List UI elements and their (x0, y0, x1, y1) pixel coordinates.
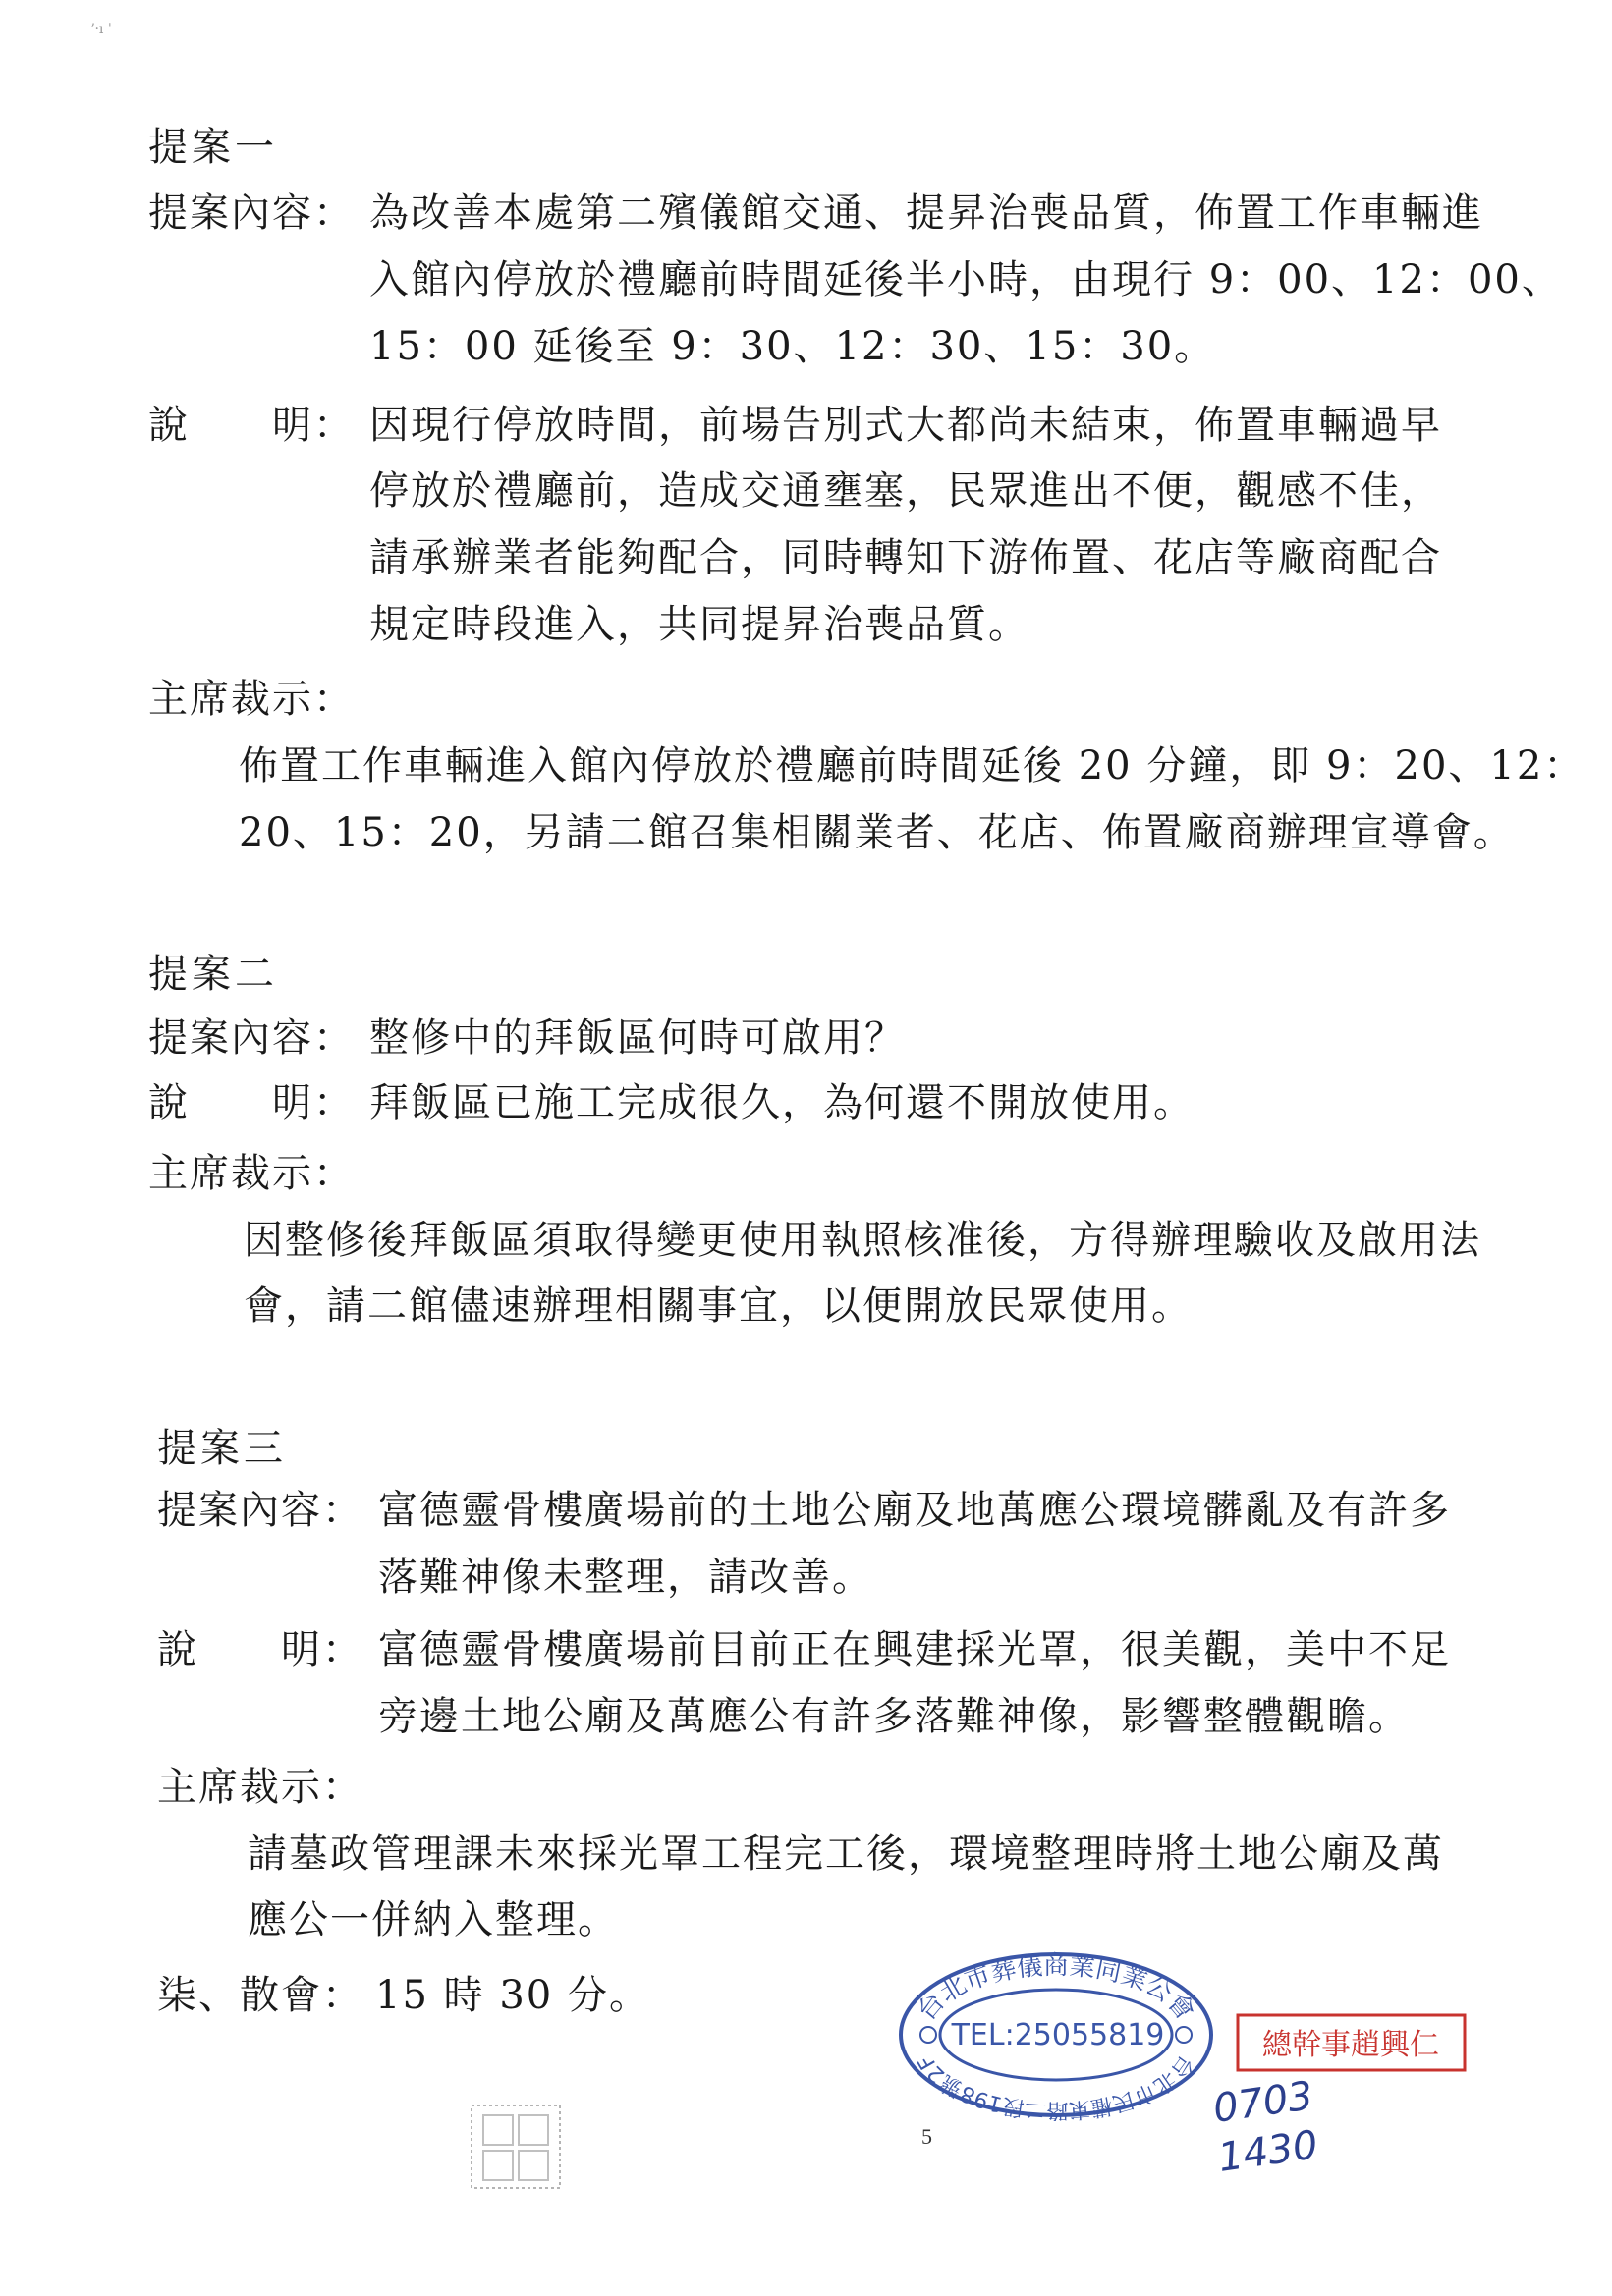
proposal1-ruling-line-2: 20、15：20，另請二館召集相關業者、花店、佈置廠商辦理宣導會。 (239, 810, 1515, 855)
proposal2-explain-line-1: 拜飯區已施工完成很久，為何還不開放使用。 (369, 1080, 1195, 1125)
association-seal-stamp (889, 1944, 1223, 2125)
proposal3-content-line-2: 落難神像未整理，請改善。 (378, 1555, 873, 1600)
scan-speck: ʼ·ı ˈ (90, 22, 112, 37)
proposal2-ruling-label: 主席裁示： (148, 1151, 355, 1196)
proposal2-content-label: 提案內容： (148, 1015, 355, 1061)
seal-tel-text: TEL:25055819 (951, 2018, 1165, 2052)
faint-square-seal (462, 2102, 570, 2199)
proposal3-ruling-line-1: 請墓政管理課未來採光罩工程完工後，環境整理時將土地公廟及萬 (248, 1831, 1444, 1877)
adjourn-label: 柒、散會： (157, 1973, 363, 2018)
adjourn-time: 15 時 30 分。 (375, 1973, 650, 2018)
proposal3-title: 提案三 (157, 1426, 287, 1471)
proposal2-title: 提案二 (148, 952, 278, 997)
proposal3-explain-line-2: 旁邊土地公廟及萬應公有許多落難神像，影響整體觀瞻。 (378, 1694, 1410, 1739)
secretary-name-stamp (1236, 2013, 1467, 2076)
seal-flower-icon-left (920, 2027, 936, 2043)
proposal3-explain-label: 說 明： (157, 1627, 363, 1672)
proposal1-explain-line-4: 規定時段進入，共同提昇治喪品質。 (369, 602, 1029, 647)
seal-bottom-text: 台北市民權東路二段198號2F (914, 2050, 1198, 2121)
seal-top-text: 台北市葬儀商業同業公會 (912, 1951, 1200, 2027)
proposal1-title: 提案一 (148, 125, 278, 170)
proposal1-content-line-1: 為改善本處第二殯儀館交通、提昇治喪品質，佈置工作車輛進 (369, 191, 1483, 236)
proposal1-explain-line-3: 請承辦業者能夠配合，同時轉知下游佈置、花店等廠商配合 (369, 535, 1442, 580)
page-number: 5 (921, 2124, 932, 2149)
proposal1-ruling-label: 主席裁示： (148, 677, 355, 722)
proposal3-content-line-1: 富德靈骨樓廣場前的土地公廟及地萬應公環境髒亂及有許多 (378, 1488, 1451, 1533)
proposal1-explain-label: 說 明： (148, 403, 355, 448)
proposal2-explain-label: 說 明： (148, 1080, 355, 1125)
proposal2-ruling-line-1: 因整修後拜飯區須取得變更使用執照核准後，方得辦理驗收及啟用法 (244, 1218, 1481, 1263)
handwritten-note-1: 0703 (1210, 2073, 1316, 2132)
handwritten-note-2: 1430 (1215, 2122, 1321, 2181)
proposal1-content-label: 提案內容： (148, 191, 355, 236)
proposal2-ruling-line-2: 會，請二館儘速辦理相關事宜，以便開放民眾使用。 (244, 1284, 1193, 1329)
proposal1-content-line-3: 15：00 延後至 9：30、12：30、15：30。 (369, 324, 1216, 369)
proposal1-ruling-line-1: 佈置工作車輛進入館內停放於禮廳前時間延後 20 分鐘，即 9：20、12： (239, 743, 1585, 789)
proposal3-ruling-label: 主席裁示： (157, 1765, 363, 1810)
proposal3-explain-line-1: 富德靈骨樓廣場前目前正在興建採光罩，很美觀，美中不足 (378, 1627, 1451, 1672)
proposal1-explain-line-1: 因現行停放時間，前場告別式大都尚未結束，佈置車輛過早 (369, 403, 1442, 448)
proposal2-content-line-1: 整修中的拜飯區何時可啟用？ (369, 1015, 906, 1061)
secretary-name-text: 總幹事趙興仁 (1262, 2028, 1439, 2062)
proposal3-ruling-line-2: 應公一併納入整理。 (248, 1897, 619, 1942)
proposal3-content-label: 提案內容： (157, 1488, 363, 1533)
proposal1-explain-line-2: 停放於禮廳前，造成交通壅塞，民眾進出不便，觀感不佳， (369, 468, 1442, 514)
proposal1-content-line-2: 入館內停放於禮廳前時間延後半小時，由現行 9：00、12：00、 (369, 257, 1563, 302)
svg-text:台北市民權東路二段198號2F (914, 2050, 1198, 2121)
seal-flower-icon-right (1176, 2027, 1192, 2043)
